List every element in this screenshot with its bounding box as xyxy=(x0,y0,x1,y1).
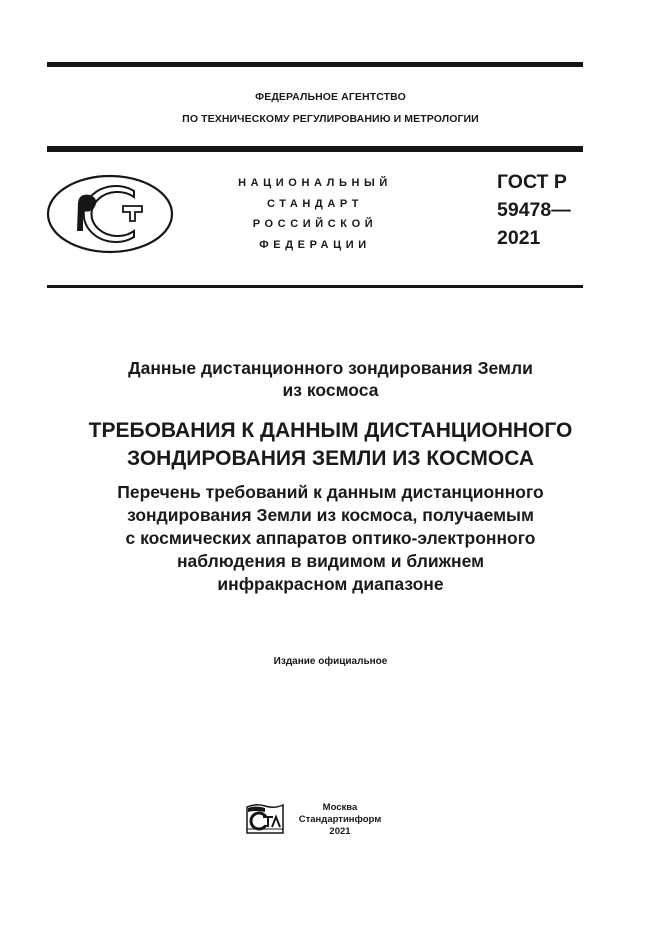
publisher-name: Стандартинформ xyxy=(298,814,382,825)
title-line: зондирования Земли из космоса, получаемым xyxy=(127,505,534,525)
natstd-line: СТАНДАРТ xyxy=(266,197,364,210)
natstd-line: РОССИЙСКОЙ xyxy=(252,218,378,230)
agency-line-1: ФЕДЕРАЛЬНОЕ АГЕНТСТВО xyxy=(255,91,406,103)
second-rule xyxy=(47,146,583,152)
standard-designation xyxy=(497,168,571,252)
title-line: ЗОНДИРОВАНИЯ ЗЕМЛИ ИЗ КОСМОСА xyxy=(126,447,535,470)
agency-line-2: ПО ТЕХНИЧЕСКОМУ РЕГУЛИРОВАНИЮ И МЕТРОЛОГИИ xyxy=(182,113,479,125)
title-line: инфракрасном диапазоне xyxy=(217,574,444,594)
third-rule xyxy=(47,285,583,288)
publisher-city: Москва xyxy=(322,802,358,813)
title-line: из космоса xyxy=(282,380,379,400)
title-line: ТРЕБОВАНИЯ К ДАННЫМ ДИСТАНЦИОННОГО xyxy=(88,419,573,442)
rst-gost-logo-icon xyxy=(46,173,174,255)
title-part-1 xyxy=(0,357,661,401)
title-line: с космических аппаратов оптико-электронного xyxy=(125,528,536,548)
designation-line: 2021 xyxy=(497,227,541,249)
natstd-line: ФЕДЕРАЦИИ xyxy=(259,238,371,251)
title-part-3 xyxy=(0,481,661,596)
top-rule xyxy=(47,62,583,67)
natstd-line: НАЦИОНАЛЬНЫЙ xyxy=(238,177,392,189)
title-part-2 xyxy=(0,417,661,473)
publisher-year: 2021 xyxy=(329,826,351,837)
designation-line: 59478— xyxy=(497,199,571,221)
title-line: Данные дистанционного зондирования Земли xyxy=(128,358,533,378)
edition-label: Издание официальное xyxy=(273,656,388,667)
title-line: Перечень требований к данным дистанционного xyxy=(117,482,544,502)
standartinform-logo-icon xyxy=(246,803,284,835)
national-standard-label xyxy=(210,173,420,255)
publisher-info xyxy=(290,802,390,838)
title-line: наблюдения в видимом и ближнем xyxy=(176,551,485,571)
designation-line: ГОСТ Р xyxy=(497,171,567,193)
